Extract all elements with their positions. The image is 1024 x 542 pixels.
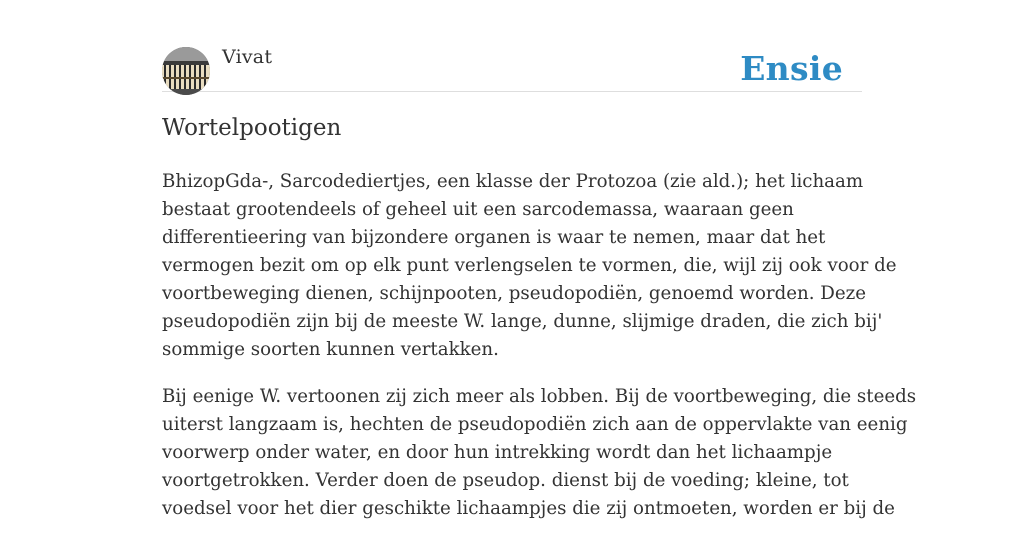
author-avatar[interactable]	[162, 47, 210, 95]
article-title: Wortelpootigen	[162, 115, 342, 141]
text-line: bestaat grootendeels of geheel uit een sarcodemassa, waaraan geen	[162, 199, 794, 220]
author-name[interactable]: Vivat	[222, 46, 273, 68]
text-line: Bij eenige W. vertoonen zij zich meer als lobben. Bij de voortbeweging, die steeds	[162, 386, 917, 407]
text-line: uiterst langzaam is, hechten de pseudopodiën zich aan de oppervlakte van eenig	[162, 414, 908, 435]
ensie-logo[interactable]: Ensie	[740, 49, 843, 88]
text-line: vermogen bezit om op elk punt verlengselen te vormen, die, wijl zij ook voor de	[162, 255, 897, 276]
avatar-image	[162, 47, 210, 95]
paragraph	[162, 168, 897, 364]
paragraph	[162, 383, 917, 523]
text-line: pseudopodiën zijn bij de meeste W. lange, dunne, slijmige draden, die zich bij'	[162, 311, 883, 332]
text-line: voorwerp onder water, en door hun intrekking wordt dan het lichaampje	[162, 442, 833, 463]
header	[162, 0, 862, 92]
text-line: sommige soorten kunnen vertakken.	[162, 339, 499, 360]
text-line: voortbeweging dienen, schijnpooten, pseudopodiën, genoemd worden. Deze	[162, 283, 867, 304]
article-body	[162, 168, 917, 542]
text-line: differentieering van bijzondere organen is waar te nemen, maar dat het	[162, 227, 826, 248]
text-line: BhizopGda-, Sarcodediertjes, een klasse der Protozoa (zie ald.); het lichaam	[162, 171, 864, 192]
article-page	[162, 0, 917, 519]
text-line: voortgetrokken. Verder doen de pseudop. dienst bij de voeding; kleine, tot	[162, 470, 849, 491]
text-line: voedsel voor het dier geschikte lichaampjes die zij ontmoeten, worden er bij de	[162, 498, 895, 519]
